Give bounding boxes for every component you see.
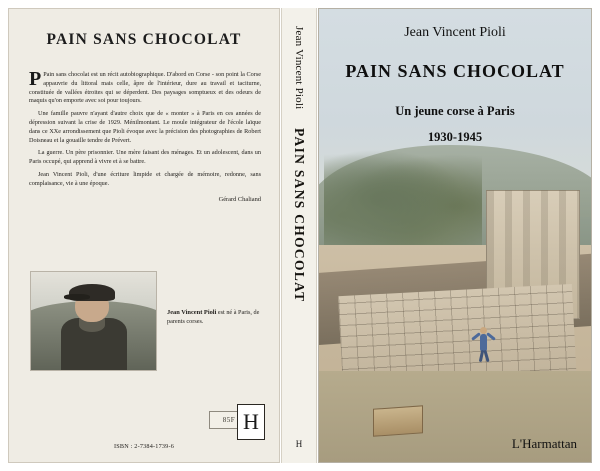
author-photograph [30, 271, 157, 371]
publisher-logo-back [237, 404, 265, 440]
figure-right-arm [486, 332, 496, 341]
blurb-paragraph-1 [29, 68, 261, 106]
spine-author: Jean Vincent Pioli [293, 26, 305, 110]
blurb-paragraph-3: La guerre. Un père prisonnier. Une mère faisant des ménages. Et un adolescent, dans un Paris occupé, qui apprend à vivre et à se battre. [29, 149, 261, 166]
front-cover-dates: 1930-1945 [427, 130, 483, 144]
price-badge: 85F [209, 411, 249, 429]
spine-title: PAIN SANS CHOCOLAT [292, 128, 307, 303]
front-cover-title: PAIN SANS CHOCOLAT [345, 61, 565, 81]
drop-cap: P [29, 68, 42, 90]
blurb-paragraph-4: Jean Vincent Pioli, d'une écriture limpide et chargée de mémoire, redonne, sans complaisance, vie à une époque. [29, 170, 261, 187]
back-cover-blurb [29, 68, 261, 208]
author-photo-caption-name: Jean Vincent Pioli [167, 309, 217, 316]
blurb-paragraph-2: Une famille pauvre n'ayant d'autre choix que de « monter » à Paris en ces années de dépression suivant la crise de 1929. Ménilmontant. Le moule intégrateur de l'école laïque dans ce XXe arrondissement que Pioli évoque avec la précision des photographies de Robert Doisneau et la gouaille tendre de Prévert. [29, 110, 261, 144]
back-cover-title: PAIN SANS CHOCOLAT [46, 31, 242, 48]
author-photo-caption [167, 309, 263, 326]
blurb-text-1: Pain sans chocolat est un récit autobiographique. D'abord en Corse - son point la Corse appauvrie du littoral mais celle, âpre de l'intérieur, dure au travail et taciturne, constituée de vallées étroites qui se déperdent. Des paysages somptueux et des odeurs de maquis qu'on emporte avec soi pour toujours. [29, 71, 261, 105]
front-cover-subtitle: Un jeune corse à Paris [395, 104, 515, 118]
author-photo-caption-text: est né à Paris, de parents corses. [167, 309, 260, 325]
isbn-text: ISBN : 2-7384-1739-6 [113, 443, 175, 450]
front-cover-panel [318, 8, 592, 463]
cover-art-crate [373, 405, 423, 436]
book-spine-panel [281, 8, 317, 463]
photo-portrait-figure [57, 284, 131, 370]
cover-art-boy-figure [471, 326, 497, 362]
figure-right-leg [484, 350, 490, 362]
front-cover-author: Jean Vincent Pioli [404, 25, 506, 40]
blurb-signature: Gérard Chaliand [218, 195, 261, 203]
publisher-logo-back-letter: H [243, 409, 259, 434]
back-cover-panel [8, 8, 280, 463]
publisher-logo-spine: H [295, 439, 303, 449]
publisher-name-front: L'Harmattan [511, 436, 577, 451]
flat-cap-icon [69, 284, 115, 301]
